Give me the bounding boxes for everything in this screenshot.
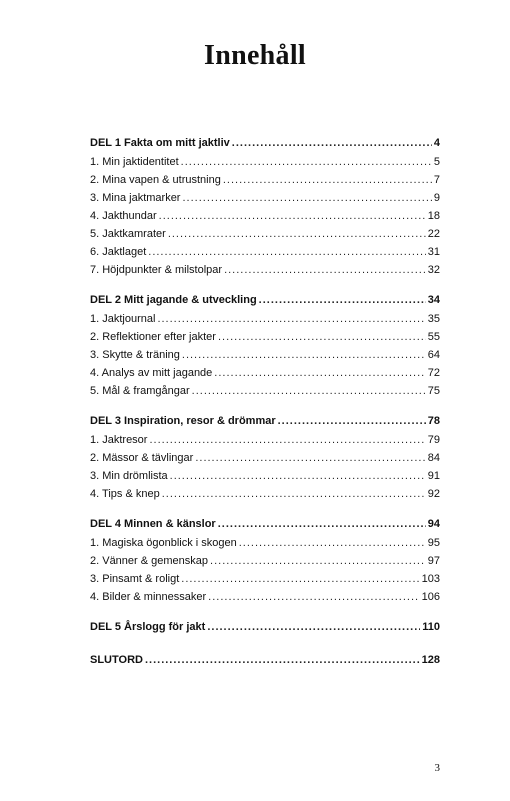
toc-heading-label: DEL 5 Årslogg för jakt (90, 621, 206, 633)
dot-leader (182, 189, 431, 207)
dot-leader (149, 431, 425, 449)
toc-entry[interactable] (90, 588, 440, 606)
toc-heading-label: SLUTORD (90, 654, 143, 666)
toc-entry-label: 2. Mässor & tävlingar (90, 452, 194, 464)
toc-page-number: 9 (433, 192, 440, 204)
toc-part-4 (90, 515, 440, 606)
toc-entry[interactable] (90, 171, 440, 189)
dot-leader (259, 291, 426, 309)
dot-leader (224, 261, 426, 279)
toc-entry-label: 4. Analys av mitt jagande (90, 367, 213, 379)
toc-page-number: 18 (427, 210, 440, 222)
table-of-contents (90, 134, 440, 684)
toc-entry-label: 7. Höjdpunkter & milstolpar (90, 264, 223, 276)
dot-leader (145, 651, 420, 669)
toc-page-number: 31 (427, 246, 440, 258)
toc-page-number: 72 (427, 367, 440, 379)
toc-epilogue (90, 651, 440, 670)
toc-page-number: 92 (427, 488, 440, 500)
dot-leader (223, 171, 432, 189)
toc-page-number: 94 (427, 518, 440, 530)
dot-leader (210, 552, 426, 570)
toc-entry-label: 3. Mina jaktmarker (90, 192, 181, 204)
page-number: 3 (434, 762, 440, 774)
dot-leader (208, 588, 419, 606)
dot-leader (170, 467, 426, 485)
dot-leader (214, 364, 425, 382)
toc-entry[interactable] (90, 364, 440, 382)
toc-entry-label: 3. Min drömlista (90, 470, 168, 482)
toc-entry-label: 1. Jaktjournal (90, 313, 156, 325)
toc-heading[interactable] (90, 291, 440, 310)
toc-entry-label: 2. Vänner & gemenskap (90, 555, 209, 567)
dot-leader (162, 485, 426, 503)
dot-leader (181, 153, 432, 171)
toc-entry-label: 1. Magiska ögonblick i skogen (90, 537, 237, 549)
toc-heading-label: DEL 3 Inspiration, resor & drömmar (90, 415, 276, 427)
dot-leader (207, 618, 420, 636)
toc-page-number: 128 (421, 654, 440, 666)
toc-entry-label: 4. Jakthundar (90, 210, 157, 222)
toc-part-3 (90, 412, 440, 503)
toc-heading[interactable] (90, 134, 440, 153)
toc-entry[interactable] (90, 346, 440, 364)
dot-leader (218, 328, 426, 346)
toc-entry-label: 3. Skytte & träning (90, 349, 180, 361)
toc-entry[interactable] (90, 328, 440, 346)
toc-page-number: 110 (422, 621, 440, 633)
toc-heading[interactable] (90, 412, 440, 431)
toc-page-number: 103 (421, 573, 440, 585)
dot-leader (232, 134, 432, 152)
toc-entry[interactable] (90, 534, 440, 552)
toc-page-number: 78 (427, 415, 440, 427)
dot-leader (159, 207, 426, 225)
toc-entry[interactable] (90, 225, 440, 243)
dot-leader (278, 412, 426, 430)
toc-entry-label: 1. Jaktresor (90, 434, 148, 446)
toc-entry[interactable] (90, 382, 440, 400)
toc-page-number: 34 (427, 294, 440, 306)
dot-leader (239, 534, 426, 552)
toc-entry[interactable] (90, 552, 440, 570)
toc-page-number: 75 (427, 385, 440, 397)
dot-leader (157, 310, 425, 328)
toc-entry-label: 5. Jaktkamrater (90, 228, 166, 240)
toc-part-1 (90, 134, 440, 279)
toc-page-number: 95 (427, 537, 440, 549)
toc-heading[interactable] (90, 618, 440, 637)
toc-heading-label: DEL 2 Mitt jagande & utveckling (90, 294, 257, 306)
toc-page-number: 7 (433, 174, 440, 186)
dot-leader (192, 382, 426, 400)
toc-heading[interactable] (90, 651, 440, 670)
toc-entry-label: 4. Bilder & minnessaker (90, 591, 207, 603)
toc-entry-label: 2. Mina vapen & utrustning (90, 174, 221, 186)
dot-leader (181, 570, 419, 588)
toc-page-number: 5 (433, 156, 440, 168)
toc-entry-label: 2. Reflektioner efter jakter (90, 331, 216, 343)
page-title: Innehåll (204, 40, 306, 71)
toc-entry[interactable] (90, 261, 440, 279)
toc-entry-label: 5. Mål & framgångar (90, 385, 190, 397)
toc-entry[interactable] (90, 207, 440, 225)
toc-entry[interactable] (90, 570, 440, 588)
toc-page-number: 106 (421, 591, 440, 603)
toc-page-number: 22 (427, 228, 440, 240)
dot-leader (148, 243, 425, 261)
toc-part-2 (90, 291, 440, 400)
toc-entry-label: 6. Jaktlaget (90, 246, 147, 258)
dot-leader (182, 346, 426, 364)
toc-entry-label: 4. Tips & knep (90, 488, 160, 500)
toc-page-number: 97 (427, 555, 440, 567)
toc-page-number: 91 (427, 470, 440, 482)
toc-entry[interactable] (90, 310, 440, 328)
toc-entry[interactable] (90, 431, 440, 449)
toc-part-5 (90, 618, 440, 637)
toc-page-number: 32 (427, 264, 440, 276)
toc-page-number: 64 (427, 349, 440, 361)
toc-page-number: 84 (427, 452, 440, 464)
toc-heading[interactable] (90, 515, 440, 534)
dot-leader (218, 515, 426, 533)
toc-entry[interactable] (90, 449, 440, 467)
toc-page-number: 35 (427, 313, 440, 325)
toc-entry[interactable] (90, 243, 440, 261)
toc-heading-label: DEL 4 Minnen & känslor (90, 518, 216, 530)
toc-entry[interactable] (90, 153, 440, 171)
dot-leader (168, 225, 426, 243)
toc-entry-label: 1. Min jaktidentitet (90, 156, 179, 168)
toc-entry[interactable] (90, 189, 440, 207)
toc-entry[interactable] (90, 485, 440, 503)
toc-page-number: 55 (427, 331, 440, 343)
toc-page-number: 4 (433, 137, 440, 149)
toc-entry-label: 3. Pinsamt & roligt (90, 573, 180, 585)
dot-leader (195, 449, 425, 467)
toc-entry[interactable] (90, 467, 440, 485)
toc-heading-label: DEL 1 Fakta om mitt jaktliv (90, 137, 230, 149)
toc-page-number: 79 (427, 434, 440, 446)
